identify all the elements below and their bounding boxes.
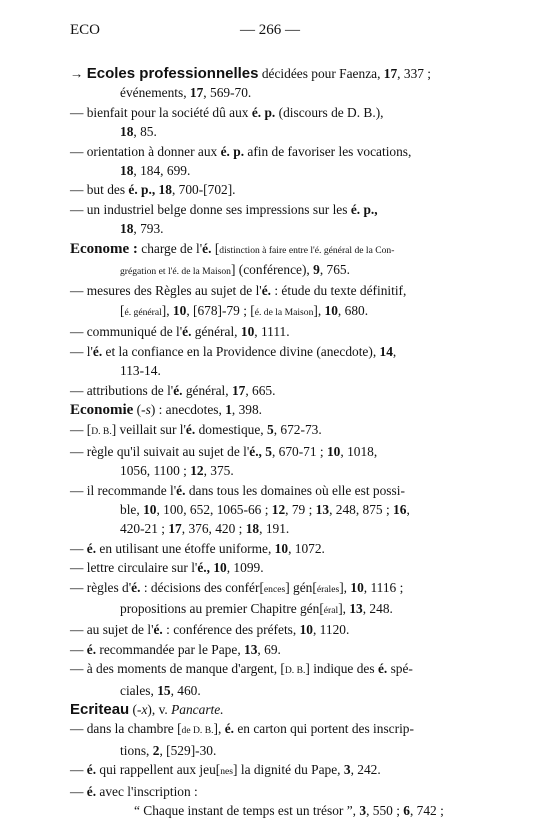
line-text: 5 [267, 422, 274, 438]
line-text: , 765. [319, 262, 350, 278]
index-entries [70, 64, 470, 820]
line-text: ] veillait sur l' [111, 422, 186, 438]
line-text: é. [185, 422, 196, 438]
line-text: — communiqué de l' [70, 324, 183, 340]
line-text: spé- [387, 661, 413, 677]
line-text: propositions au premier Chapitre gén[ [120, 600, 324, 616]
line-text: , 665. [245, 382, 276, 398]
line-text: é. général [124, 306, 162, 318]
line-text: : décisions des confér[ [140, 579, 264, 595]
line-text: — orientation à donner aux [70, 143, 221, 159]
line-text: D. B. [284, 665, 306, 677]
line-text: — bienfait pour la société dû aux [70, 104, 252, 120]
line-text: — mesures des Règles au sujet de l' [70, 283, 262, 299]
line-text: Pancarte. [171, 702, 224, 717]
line-text: ble, [120, 501, 144, 517]
index-line [70, 801, 470, 820]
line-text: , 700-[702]. [171, 182, 236, 198]
line-text: 18 [120, 124, 134, 140]
line-text: — [ [70, 422, 92, 438]
line-text: é. p., 18 [128, 182, 172, 198]
line-text: , 793. [133, 221, 164, 237]
line-text: — but des [70, 182, 129, 198]
line-text: , [392, 343, 397, 359]
line-text: é. [173, 382, 183, 398]
line-text: é. [92, 343, 103, 359]
line-text: tions, [120, 742, 153, 758]
line-text: é. de la Maison [254, 306, 314, 318]
line-text: , 248. [362, 600, 393, 616]
index-line [70, 700, 470, 719]
line-text: nes [220, 766, 234, 778]
line-text: é. [176, 482, 186, 498]
line-text: ( [129, 702, 138, 717]
line-text: ], [313, 302, 325, 318]
line-text: 3 [359, 803, 367, 819]
index-line [70, 381, 470, 400]
line-text: distinction à faire entre l'é. général de la Con- [219, 244, 395, 256]
index-line [70, 361, 470, 380]
line-text: D. B. [91, 426, 112, 438]
line-text: 12 [190, 463, 204, 479]
line-text: 12 [271, 501, 286, 517]
line-text: 13 [244, 641, 258, 657]
line-text: général, [182, 382, 232, 398]
line-text: , 742 ; [409, 803, 444, 819]
page-header [70, 22, 470, 42]
line-text: -s [141, 401, 151, 417]
line-text: 10 [299, 622, 313, 638]
index-line [70, 322, 470, 341]
line-text: en utilisant une étoffe uniforme, [96, 540, 275, 556]
line-text: 15 [157, 682, 171, 698]
line-text: en carton qui portent des inscrip- [233, 721, 414, 737]
index-line [70, 122, 470, 141]
line-text: : étude du texte définitif, [271, 283, 407, 299]
line-text: 6 [403, 803, 410, 819]
index-line [70, 620, 470, 639]
line-text: é. p. [251, 104, 276, 120]
line-text: ciales, [120, 682, 158, 698]
line-text: — [70, 762, 87, 778]
line-text: é. [261, 283, 271, 299]
line-text: , 680. [337, 302, 369, 318]
line-text: é. [86, 762, 97, 778]
index-line [70, 760, 470, 781]
line-text: 3 [343, 762, 351, 778]
line-text: 1 [225, 401, 232, 417]
line-text: 2 [152, 742, 160, 758]
line-text: 10 [240, 324, 255, 340]
line-text: é. [153, 622, 163, 638]
index-line [70, 442, 470, 461]
entry-heading: Ecoles professionnelles [86, 65, 259, 82]
line-text: 10 [143, 501, 157, 517]
line-text: , 1116 ; [363, 579, 404, 595]
index-line [70, 558, 470, 577]
line-text: , 1120. [312, 622, 350, 638]
running-head: ECO [70, 22, 100, 38]
line-text: ( [133, 401, 142, 417]
line-text: ) : anecdotes, [150, 401, 226, 417]
line-text: 10 [172, 302, 187, 318]
line-text: 18 [120, 163, 134, 179]
index-line [70, 640, 470, 659]
page-number: — 266 — [240, 22, 300, 38]
index-line [70, 519, 470, 538]
line-text: , 375. [203, 463, 234, 479]
line-text: recommandée par le Pape, [96, 641, 245, 657]
index-line [70, 782, 470, 801]
index-line [70, 301, 470, 322]
index-line [70, 64, 470, 83]
line-text: dans tous les domaines où elle est possi- [185, 482, 405, 498]
line-text: général, [191, 324, 241, 340]
entry-heading: Ecriteau [70, 701, 130, 718]
line-text: avec l'inscription : [96, 783, 198, 799]
line-text: — règles d' [70, 579, 132, 595]
line-text: 17 [231, 382, 246, 398]
line-text: ], [338, 600, 350, 616]
line-text: é. [131, 579, 141, 595]
line-text: é., 5 [249, 443, 272, 459]
index-line [70, 420, 470, 441]
line-text: 16 [393, 501, 407, 517]
line-text: é. [202, 240, 212, 256]
index-line [70, 342, 470, 361]
index-line [70, 200, 470, 219]
line-text: de D. B. [181, 725, 214, 737]
index-line [70, 681, 470, 700]
line-text: et la confiance en la Providence divine (anecdote), [102, 343, 380, 359]
line-text: ], [213, 721, 225, 737]
line-text: 18 [245, 521, 260, 537]
line-text: ] indique des [305, 661, 378, 677]
line-text: é. p. [220, 143, 245, 159]
line-text: , 1099. [226, 560, 264, 576]
index-line [70, 599, 470, 620]
line-text: 17 [383, 66, 398, 81]
line-text: — lettre circulaire sur l' [70, 560, 198, 576]
line-text: ences [263, 583, 286, 595]
line-text: é. [224, 721, 234, 737]
line-text: é. [86, 783, 97, 799]
index-line [70, 219, 470, 238]
line-text: , 248, 875 ; [329, 501, 394, 517]
line-text: 13 [349, 600, 363, 616]
line-text: , 1111. [254, 324, 290, 340]
line-text: , 191. [259, 521, 290, 537]
line-text: ], [161, 302, 173, 318]
line-text: é. [377, 661, 388, 677]
line-text: ] gén[ [285, 579, 317, 595]
line-text: — [70, 783, 87, 799]
line-text: domestique, [195, 422, 267, 438]
line-text: 10 [350, 579, 364, 595]
index-line [70, 281, 470, 300]
index-line [70, 103, 470, 122]
line-text: 10 [326, 443, 341, 459]
line-text: — [70, 540, 87, 556]
index-line [70, 161, 470, 180]
line-text: ], [339, 579, 351, 595]
line-text: (discours de D. B.), [275, 104, 384, 120]
index-line [70, 142, 470, 161]
line-text: : conférence des préfets, [162, 622, 300, 638]
line-text: , [406, 501, 410, 517]
line-text: , 670-71 ; [271, 443, 327, 459]
line-text: , 569-70. [203, 85, 252, 101]
index-line [70, 500, 470, 519]
line-text: é. [182, 324, 192, 340]
index-line [70, 180, 470, 199]
line-text: , 242. [350, 762, 381, 778]
line-text: 13 [315, 501, 330, 517]
line-text: é. [86, 641, 97, 657]
line-text: , [678]-79 ; [ [186, 302, 255, 318]
line-text: , 1072. [288, 540, 325, 556]
index-line [70, 83, 470, 102]
line-text: — [70, 641, 87, 657]
line-text: , 184, 699. [133, 163, 191, 179]
line-text: 17 [189, 85, 204, 101]
line-text: -x [137, 702, 148, 717]
line-text: 10 [324, 302, 338, 318]
line-text: é. p., [350, 201, 378, 217]
entry-heading: Econome : [70, 240, 138, 257]
line-text: 420-21 ; [120, 521, 169, 537]
line-text: , 85. [133, 124, 157, 140]
line-text: , 1018, [340, 443, 378, 459]
line-text: — il recommande l' [70, 482, 177, 498]
index-line [70, 659, 470, 680]
line-text: [ [211, 240, 220, 256]
index-line [70, 719, 470, 740]
line-text: — à des moments de manque d'argent, [ [70, 661, 285, 677]
line-text: — attributions de l' [70, 382, 174, 398]
index-line [70, 239, 470, 260]
line-text: 17 [168, 521, 182, 537]
index-line [70, 481, 470, 500]
line-text: “ Chaque instant de temps est un trésor ”, [134, 803, 360, 819]
line-text: — règle qu'il suivait au sujet de l' [70, 443, 250, 459]
line-text: , [529]-30. [159, 742, 217, 758]
line-text: , 460. [170, 682, 201, 698]
line-text: , 69. [257, 641, 281, 657]
index-line [70, 741, 470, 760]
line-text: 1056, 1100 ; [120, 463, 191, 479]
line-text: , 550 ; [366, 803, 404, 819]
line-text: 14 [379, 343, 393, 359]
line-text: — dans la chambre [ [70, 721, 182, 737]
line-text: → [70, 66, 87, 81]
line-text: ] la dignité du Pape, [233, 762, 344, 778]
line-text: ] (conférence), [230, 262, 314, 278]
line-text: é., 10 [197, 560, 227, 576]
index-line [70, 461, 470, 480]
line-text: , 337 ; [397, 66, 432, 81]
index-line [70, 539, 470, 558]
line-text: qui rappellent aux jeu[ [96, 762, 221, 778]
line-text: afin de favoriser les vocations, [244, 143, 412, 159]
line-text: événements, [120, 85, 190, 101]
line-text: 10 [274, 540, 289, 556]
index-line [70, 400, 470, 420]
line-text: , 79 ; [285, 501, 316, 517]
line-text: 113-14. [120, 363, 161, 379]
line-text: érales [316, 583, 340, 595]
line-text: charge de l' [137, 240, 203, 256]
line-text: , 672-73. [273, 422, 322, 438]
line-text: décidées pour Faenza, [258, 66, 384, 81]
line-text: — l' [70, 343, 93, 359]
line-text: éral [323, 604, 339, 616]
line-text: é. [86, 540, 97, 556]
line-text: , 376, 420 ; [181, 521, 246, 537]
line-text: — au sujet de l' [70, 622, 154, 638]
index-line [70, 578, 470, 599]
line-text: ), v. [147, 702, 172, 717]
line-text: 9 [313, 262, 320, 278]
entry-heading: Economie [70, 401, 134, 418]
line-text: 18 [120, 221, 134, 237]
line-text: grégation et l'é. de la Maison [120, 266, 231, 278]
line-text: — un industriel belge donne ses impressions sur les [70, 201, 351, 217]
line-text: [ [120, 302, 125, 318]
index-line [70, 260, 470, 281]
line-text: , 100, 652, 1065-66 ; [156, 501, 272, 517]
line-text: , 398. [231, 401, 263, 417]
